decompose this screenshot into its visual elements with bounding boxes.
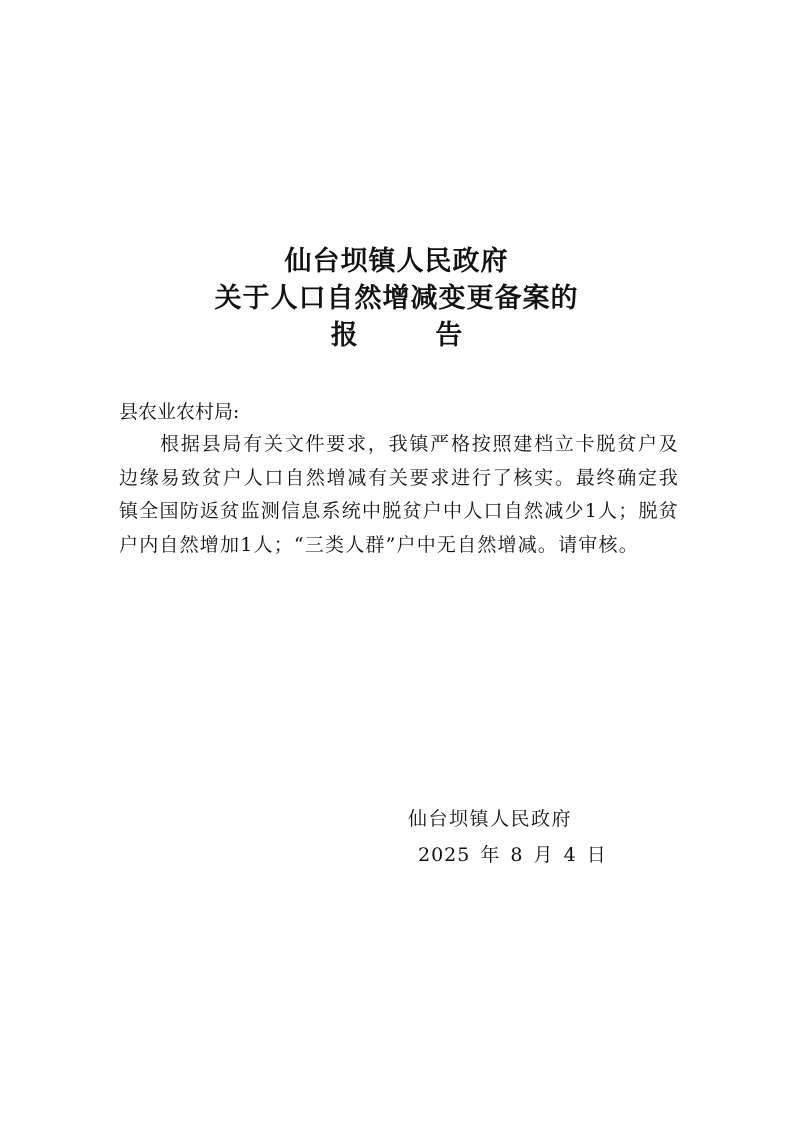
document-title: [0, 243, 793, 354]
body-paragraph: 根据县局有关文件要求，我镇严格按照建档立卡脱贫户及边缘易致贫户人口自然增减有关要求进行了核实。最终确定我镇全国防返贫监测信息系统中脱贫户中人口自然减少1人；脱贫户内自然增加1人；“三类人群”户中无自然增减。请审核。: [119, 433, 679, 556]
title-line-report: 报 告: [330, 320, 497, 351]
signature-organization: 仙台坝镇人民政府: [408, 808, 573, 830]
title-line-issuer: 仙台坝镇人民政府: [284, 246, 509, 277]
signature-date: 2025 年 8 月 4 日: [418, 844, 607, 866]
title-line-subject: 关于人口自然增减变更备案的: [214, 283, 579, 314]
recipient-line: 县农业农村局:: [119, 401, 240, 423]
